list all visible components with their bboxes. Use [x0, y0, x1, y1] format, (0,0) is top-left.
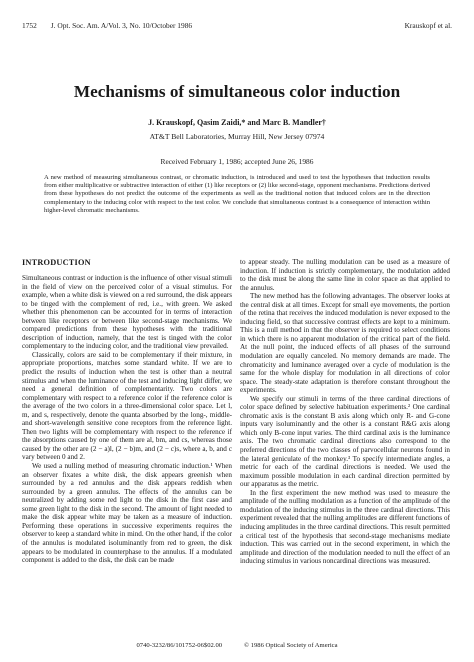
affiliation: AT&T Bell Laboratories, Murray Hill, New Jersey 07974 — [149, 132, 325, 141]
paragraph: to appear steady. The nulling modulation can be used as a measure of induction. If induction is strictly complementary, the modulation added to the disk must be along the same line in color space as that applied to the annulus. — [240, 258, 450, 292]
article-code: 0740-3232/86/101752-06$02.00 — [136, 642, 223, 649]
received-date: Received February 1, 1986; accepted June 26, 1986 — [160, 157, 314, 166]
abstract: A new method of measuring simultaneous contrast, or chromatic induction, is introduced and used to test the hypotheses that induction results from either multiplicative or subtractive interaction of either (1) like receptors or (2) like second-stage, opponent mechanisms. Predictions derived from these hypotheses do not predict the outcome of the experiments as well as the traditional notion that induced colors are in the direction complementary to the inducing color with respect to the test color. We conclude that simultaneous contrast is a consequence of interaction within higher-level chromatic mechanisms. — [44, 174, 430, 214]
paragraph: We specify our stimuli in terms of the three cardinal directions of color space defined by selective habituation experiments.² One cardinal chromatic axis is the constant B axis along which only R- and G-cone inputs vary isoluminantly and the other is a constant R&G axis along which only B-cone input varies. The third cardinal axis is the luminance axis. The two chromatic cardinal directions also correspond to the preferred directions of the two classes of parvocellular neurons found in the lateral geniculate of the monkey.³ To specify intermediate angles, a metric for each of the cardinal directions is needed. We used the maximum possible modulation in each cardinal direction permitted by our apparatus as the metric. — [240, 394, 450, 489]
article-title: Mechanisms of simultaneous color induction — [73, 82, 401, 101]
short-authors: Krauskopf et al. — [404, 21, 452, 30]
journal-citation: J. Opt. Soc. Am. A/Vol. 3, No. 10/October 1986 — [50, 21, 193, 30]
page-footer — [0, 641, 474, 651]
section-heading: INTRODUCTION — [22, 258, 91, 267]
author-list: J. Krauskopf, Qasim Zaidi,* and Marc B. Mandler† — [148, 118, 326, 127]
running-head-authors — [405, 20, 452, 32]
paragraph: The new method has the following advantages. The observer looks at the central disk at all times. Except for small eye movements, the portion of the retina that receives the induced modulation is never exposed to the inducing field, so that successive contrast effects are kept to a minimum. This is a null method in that the observer is required to select conditions in which there is no apparent modulation of the critical part of the field. At the null point, the induced effects of all phases of the surround modulation are equally canceled. No memory demands are made. The chromaticity and luminance averaged over a cycle of modulation is the same for the whole display for modulation in all directions of color space. The steady-state adaptation is therefore constant throughout the experiments. — [240, 292, 450, 395]
running-head — [22, 20, 452, 32]
copyright-notice: © 1986 Optical Society of America — [244, 642, 338, 649]
right-column — [240, 258, 450, 566]
running-head-left — [22, 20, 192, 32]
paragraph: Simultaneous contrast or induction is the influence of other visual stimuli in the field of view on the perceived color of a visual stimulus. For example, when a white disk is viewed on a red surround, the disk appears to be tinged with the complement of red, i.e., with green. We asked whether this phenomenon can be accounted for in terms of interaction between like receptors or between like second-stage mechanisms. We compared predictions from these hypotheses with the traditional description of induction, namely, that the test is tinged with the color complementary to the inducing color, and the traditional view prevailed. — [22, 274, 232, 351]
paragraph: In the first experiment the new method was used to measure the amplitude of the nulling modulation as a function of the amplitude of the modulation of the inducing stimulus in the three cardinal directions. This experiment revealed that the nulling amplitudes are different functions of inducing amplitudes in the three cardinal directions. This result permitted a critical test of the hypothesis that second-stage mechanisms mediate induction. This was carried out in the second experiment, in which the amplitude and direction of the modulation needed to null the effect of an inducing stimulus in various noncardinal directions was measured. — [240, 488, 450, 566]
paragraph: We used a nulling method of measuring chromatic induction.¹ When an observer fixates a white disk, the disk appears greenish when surrounded by a red annulus and the disk appears reddish when surrounded by a green annulus. The effects of the annulus can be neutralized by adding some red light to the disk in the first case and some green light to the disk in the second. The amount of light needed to make the disk appear white may be taken as a measure of induction. Performing these operations in successive experiments requires the observer to keep a standard white in mind. On the other hand, if the color of the annulus is modulated isoluminantly from red to green, the disk appears to be modulated in counterphase to the annulus. If a modulated component is added to the disk, the disk can be made — [22, 462, 232, 565]
paragraph: Classically, colors are said to be complementary if their mixture, in appropriate proportions, matches some standard white. If we are to predict the results of induction when the test is other than a neutral stimulus and when the luminance of the test and inducing light differ, we need a general definition of complementarity. Two colors are complementary with respect to a reference color if the reference color is the average of the two colors in a three-dimensional color space. Let l, m, and s, respectively, denote the quanta absorbed by the long-, middle- and short-wavelength sensitive cone receptors from the reference light. Then two lights will be complementary with respect to the reference if the absorptions caused by one of them are al, bm, and cs, whereas those caused by the other are (2 − a)l, (2 − b)m, and (2 − c)s, where a, b, and c vary between 0 and 2. — [22, 350, 232, 462]
left-column — [22, 258, 232, 565]
page-number: 1752 — [22, 21, 37, 30]
